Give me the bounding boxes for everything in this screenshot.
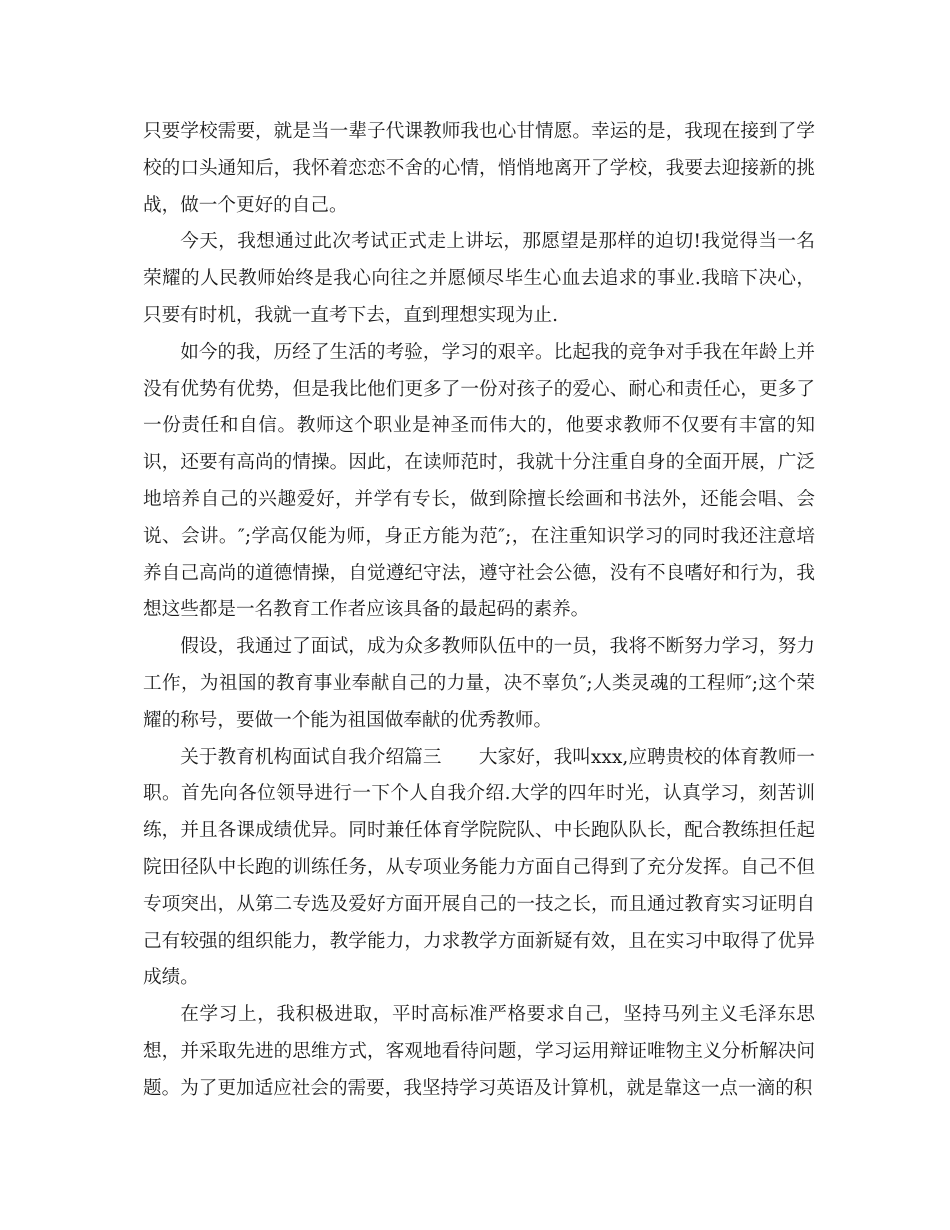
document-body [143, 114, 815, 1108]
paragraph-3: 如今的我，历经了生活的考验，学习的艰辛。比起我的竞争对手我在年龄上并没有优势有优势，但是我比他们更多了一份对孩子的爱心、耐心和责任心，更多了一份责任和自信。教师这个职业是神圣而伟大的，他要求教师不仅要有丰富的知识，还要有高尚的情操。因此，在读师范时，我就十分注重自身的全面开展，广泛地培养自己的兴趣爱好，并学有专长，做到除擅长绘画和书法外，还能会唱、会说、会讲。″;学高仅能为师，身正方能为范″;，在注重知识学习的同时我还注意培养自己高尚的道德情操，自觉遵纪守法，遵守社会公德，没有不良嗜好和行为，我想这些都是一名教育工作者应该具备的最起码的素养。 [143, 341, 815, 621]
paragraph-6: 在学习上，我积极进取，平时高标准严格要求自己，坚持马列主义毛泽东思想，并采取先进的思维方式，客观地看待问题，学习运用辩证唯物主义分析解决问题。为了更加适应社会的需要，我坚持学习英语及计算机，就是靠这一点一滴的积 [143, 1004, 815, 1099]
paragraph-2: 今天，我想通过此次考试正式走上讲坛，那愿望是那样的迫切!我觉得当一名荣耀的人民教师始终是我心向往之并愿倾尽毕生心血去追求的事业.我暗下决心，只要有时机，我就一直考下去，直到理想实现为止. [143, 231, 815, 326]
paragraph-4: 假设，我通过了面试，成为众多教师队伍中的一员，我将不断努力学习，努力工作，为祖国的教育事业奉献自己的力量，决不辜负″;人类灵魂的工程师″;这个荣耀的称号，要做一个能为祖国做奉献的优秀教师。 [143, 636, 815, 731]
paragraph-5: 关于教育机构面试自我介绍篇三 大家好，我叫xxx,应聘贵校的体育教师一职。首先向各位领导进行一下个人自我介绍.大学的四年时光，认真学习，刻苦训练，并且各课成绩优异。同时兼任体育学院院队、中长跑队队长，配合教练担任起院田径队中长跑的训练任务，从专项业务能力方面自己得到了充分发挥。自己不但专项突出，从第二专选及爱好方面开展自己的一技之长，而且通过教育实习证明自己有较强的组织能力，教学能力，力求教学方面新疑有效，且在实习中取得了优异成绩。 [143, 746, 815, 989]
paragraph-1: 只要学校需要，就是当一辈子代课教师我也心甘情愿。幸运的是，我现在接到了学校的口头通知后，我怀着恋恋不舍的心情，悄悄地离开了学校，我要去迎接新的挑战，做一个更好的自己。 [143, 121, 815, 216]
